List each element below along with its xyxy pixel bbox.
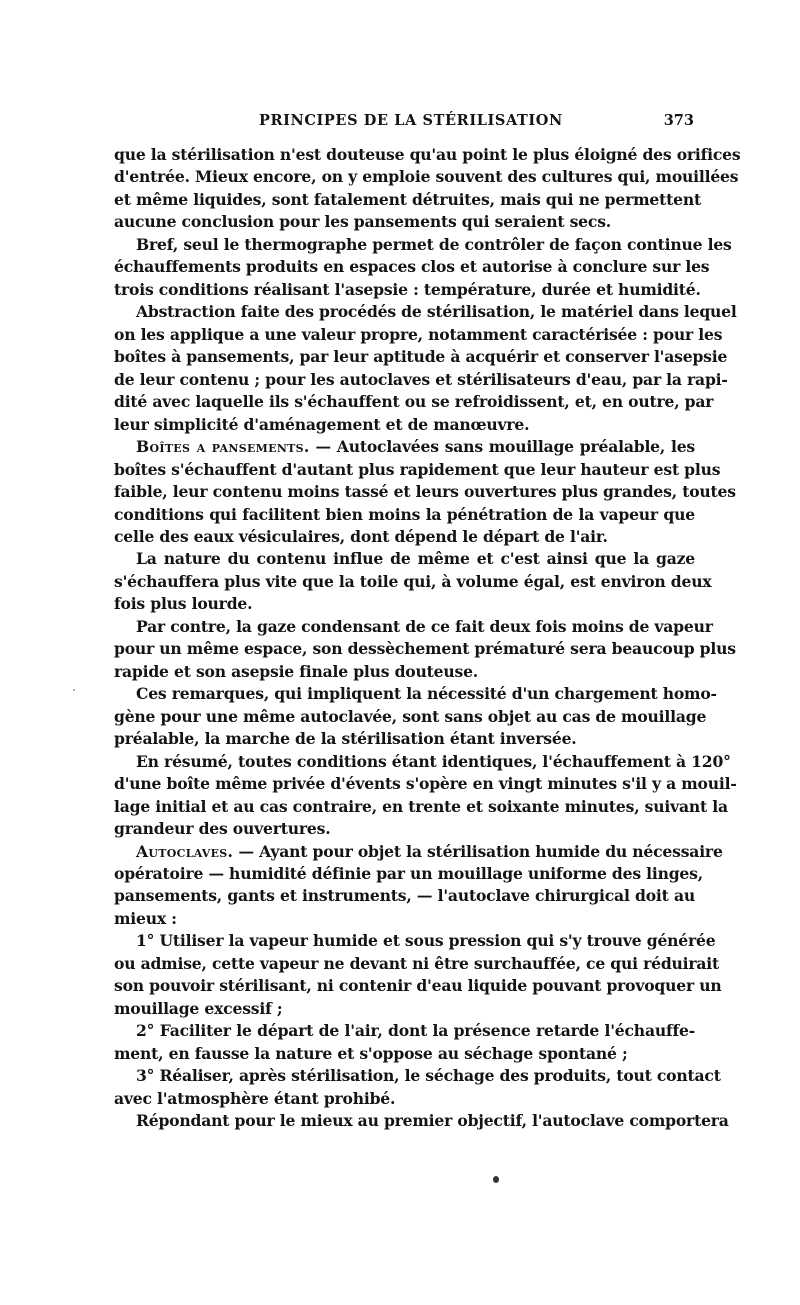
text-line: lage initial et au cas contraire, en trente et soixante minutes, suivant la [114,796,728,816]
section-heading-autoclaves: Autoclaves. [136,841,234,861]
text-line: 3° Réaliser, après stérilisation, le séchage des produits, tout contact [136,1066,721,1086]
text-line: grandeur des ouvertures. [114,819,331,839]
text-line: pour un même espace, son dessèchement prématuré sera beaucoup plus [114,639,736,659]
ink-speck [73,689,75,691]
text-line [114,436,695,458]
text-line: que la stérilisation n'est douteuse qu'au point le plus éloigné des orifices [114,145,741,164]
text-line: fois plus lourde. [114,594,253,614]
text-line: ou admise, cette vapeur ne devant ni être surchauffée, ce qui réduirait [114,953,720,973]
text-line: s'échauffera plus vite que la toile qui, à volume égal, est environ deux [114,571,712,591]
text-line: avec l'atmosphère étant prohibé. [114,1088,396,1108]
text-line: boîtes s'échauffent d'autant plus rapidement que leur hauteur est plus [114,459,721,479]
running-title: PRINCIPES DE LA STÉRILISATION [259,112,563,129]
text-line: on les applique a une valeur propre, notamment caractérisée : pour les [114,324,723,344]
text-line: opératoire — humidité définie par un mouillage uniforme des linges, [114,864,703,883]
text-line: de leur contenu ; pour les autoclaves et stérilisateurs d'eau, par la rapi- [114,369,728,389]
text-line: 1° Utiliser la vapeur humide et sous pression qui s'y trouve générée [136,931,716,951]
running-header [114,112,696,136]
text-line: mouillage excessif ; [114,998,283,1018]
text-line: mieux : [114,908,177,928]
text-line: pansements, gants et instruments, — l'autoclave chirurgical doit au [114,886,695,906]
text-line [114,841,723,863]
text-line: dité avec laquelle ils s'échauffent ou se refroidissent, et, en outre, par [114,392,714,412]
text-line-rest: — Ayant pour objet la stérilisation humide du nécessaire [238,841,723,861]
text-line: Bref, seul le thermographe permet de contrôler de façon continue les [136,234,732,254]
ink-speck [493,1176,499,1183]
body-text [114,144,741,1133]
text-line: aucune conclusion pour les pansements qui seraient secs. [114,212,612,232]
text-line: échauffements produits en espaces clos et autorise à conclure sur les [114,257,710,277]
text-line: d'une boîte même privée d'évents s'opère en vingt minutes s'il y a mouil- [114,774,737,794]
text-line: leur simplicité d'aménagement et de manœuvre. [114,414,530,434]
text-line: trois conditions réalisant l'asepsie : température, durée et humidité. [114,279,701,299]
text-line: Abstraction faite des procédés de stérilisation, le matériel dans lequel [136,302,737,322]
text-line: et même liquides, sont fatalement détruites, mais qui ne permettent [114,189,702,209]
text-line: boîtes à pansements, par leur aptitude à acquérir et conserver l'asepsie [114,347,728,367]
text-line: En résumé, toutes conditions étant identiques, l'échauffement à 120° [136,751,731,771]
section-heading-boites: Boîtes a pansements. [136,437,310,457]
text-line: gène pour une même autoclavée, sont sans objet au cas de mouillage [114,706,707,726]
text-line: Répondant pour le mieux au premier objectif, l'autoclave comportera [136,1111,729,1131]
text-line: conditions qui facilitent bien moins la pénétration de la vapeur que [114,504,695,524]
text-line: ment, en fausse la nature et s'oppose au séchage spontané ; [114,1043,628,1063]
text-line: rapide et son asepsie finale plus douteuse. [114,661,479,681]
text-line: celle des eaux vésiculaires, dont dépend le départ de l'air. [114,526,608,546]
text-line: d'entrée. Mieux encore, on y emploie souvent des cultures qui, mouillées [114,167,739,187]
page-number: 373 [663,112,694,129]
text-line: Par contre, la gaze condensant de ce fait deux fois moins de vapeur [136,616,713,636]
text-line: son pouvoir stérilisant, ni contenir d'eau liquide pouvant provoquer un [114,976,722,996]
text-line: Ces remarques, qui impliquent la nécessité d'un chargement homo- [136,684,717,704]
text-line: 2° Faciliter le départ de l'air, dont la présence retarde l'échauffe- [136,1021,695,1041]
text-line: La nature du contenu influe de même et c'est ainsi que la gaze [136,549,695,569]
text-line-rest: — Autoclavées sans mouillage préalable, les [315,437,695,457]
text-line: faible, leur contenu moins tassé et leurs ouvertures plus grandes, toutes [114,482,736,502]
text-line: préalable, la marche de la stérilisation étant inversée. [114,729,577,749]
